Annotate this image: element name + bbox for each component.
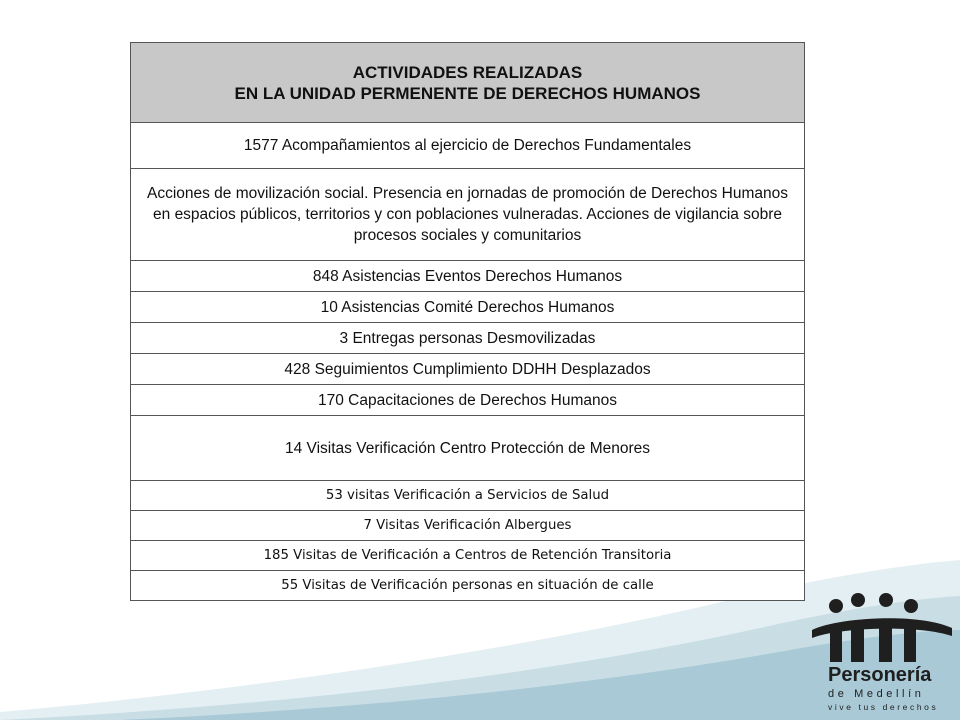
table-cell: 1577 Acompañamientos al ejercicio de Derechos Fundamentales bbox=[131, 123, 805, 169]
table-cell: 428 Seguimientos Cumplimiento DDHH Desplazados bbox=[131, 354, 805, 385]
table-header-row bbox=[131, 43, 805, 123]
table-row bbox=[131, 354, 805, 385]
table-cell: 53 visitas Verificación a Servicios de Salud bbox=[131, 481, 805, 511]
header-line-2: EN LA UNIDAD PERMENENTE DE DERECHOS HUMANOS bbox=[234, 83, 701, 103]
logo-title: Personería bbox=[828, 664, 932, 686]
table-row bbox=[131, 541, 805, 571]
table-row bbox=[131, 169, 805, 261]
table-row bbox=[131, 292, 805, 323]
people-figures-icon bbox=[806, 592, 956, 667]
logo-subtitle: de Medellín bbox=[828, 688, 925, 700]
table-cell: 10 Asistencias Comité Derechos Humanos bbox=[131, 292, 805, 323]
table-row bbox=[131, 261, 805, 292]
table-row bbox=[131, 323, 805, 354]
table-row bbox=[131, 416, 805, 481]
table-row bbox=[131, 385, 805, 416]
table-cell: 7 Visitas Verificación Albergues bbox=[131, 511, 805, 541]
activities-table bbox=[130, 42, 805, 601]
table-cell: Acciones de movilización social. Presencia en jornadas de promoción de Derechos Humanos en espacios públicos, territorios y con poblaciones vulneradas. Acciones de vigilancia sobre procesos sociales y comunitarios bbox=[131, 169, 805, 261]
table-row bbox=[131, 571, 805, 601]
table-cell: 55 Visitas de Verificación personas en situación de calle bbox=[131, 571, 805, 601]
table-header bbox=[131, 43, 805, 123]
header-line-1: ACTIVIDADES REALIZADAS bbox=[352, 62, 583, 82]
table-cell: 3 Entregas personas Desmovilizadas bbox=[131, 323, 805, 354]
personeria-logo bbox=[806, 592, 956, 720]
logo-tagline: vive tus derechos bbox=[828, 702, 939, 712]
table-row bbox=[131, 481, 805, 511]
table-row bbox=[131, 123, 805, 169]
table-cell: 185 Visitas de Verificación a Centros de Retención Transitoria bbox=[131, 541, 805, 571]
table-row bbox=[131, 511, 805, 541]
table-cell: 848 Asistencias Eventos Derechos Humanos bbox=[131, 261, 805, 292]
table-cell: 14 Visitas Verificación Centro Protección de Menores bbox=[131, 416, 805, 481]
table-cell: 170 Capacitaciones de Derechos Humanos bbox=[131, 385, 805, 416]
